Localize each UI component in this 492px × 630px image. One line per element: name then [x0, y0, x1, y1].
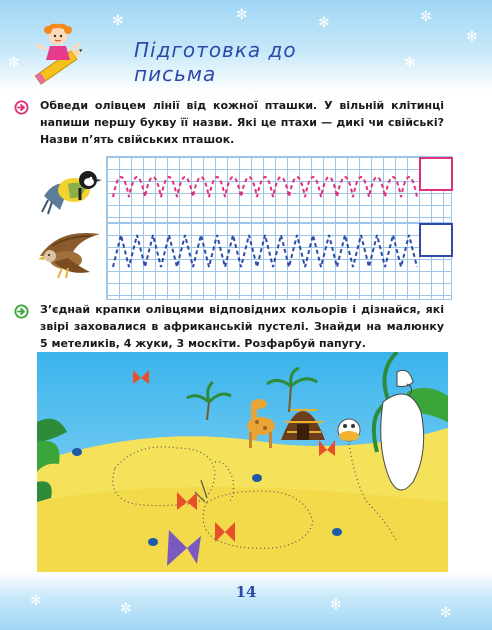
- snowflake-icon: ✻: [466, 29, 478, 45]
- snowflake-icon: ✼: [420, 9, 432, 25]
- free-letter-cell[interactable]: [419, 223, 453, 257]
- snowflake-icon: ✻: [112, 13, 124, 29]
- snowflake-icon: ✼: [120, 601, 132, 617]
- snowflake-icon: ✼: [440, 605, 452, 621]
- writing-grid-row: [106, 222, 452, 300]
- zigzag-tracing-line[interactable]: [107, 223, 451, 299]
- task-instruction: З’єднай крапки олівцями відповідних кольорів і дізнайся, які звірі заховалися в африканській пустелі. Знайди на малюнку 5 метеликів, 4 жуки, 3 москіти. Розфарбуй папугу.: [40, 303, 444, 350]
- snowflake-icon: ✼: [8, 55, 20, 71]
- snowflake-icon: ✻: [404, 55, 416, 71]
- beetle-icon: [72, 448, 82, 456]
- beetle-icon: [332, 528, 342, 536]
- snowflake-icon: ✼: [236, 7, 248, 23]
- titmouse-bird-icon: [40, 160, 102, 218]
- beetle-icon: [252, 474, 262, 482]
- task-arrow-icon: [14, 100, 29, 115]
- task-instruction: Обведи олівцем лінії від кожної пташки. У вільній клітинці напиши першу букву її назви. Які це птахи — дикі чи свійські? Назви п’ять свійських пташок.: [40, 99, 444, 146]
- snowflake-icon: ✻: [30, 593, 42, 609]
- snowflake-icon: ✻: [330, 597, 342, 613]
- desert-illustration: [37, 352, 448, 577]
- eagle-bird-icon: [38, 226, 104, 284]
- snowflake-icon: ✻: [318, 15, 330, 31]
- task-arrow-icon: [14, 304, 29, 319]
- pencil-girl-mascot-icon: [28, 16, 92, 92]
- africa-desert-scene: [37, 352, 448, 577]
- free-letter-cell[interactable]: [419, 157, 453, 191]
- page-title: Підготовка до письма: [134, 38, 297, 86]
- footer-background: [0, 572, 492, 630]
- page-number: 14: [235, 583, 257, 601]
- beetle-icon: [148, 538, 158, 546]
